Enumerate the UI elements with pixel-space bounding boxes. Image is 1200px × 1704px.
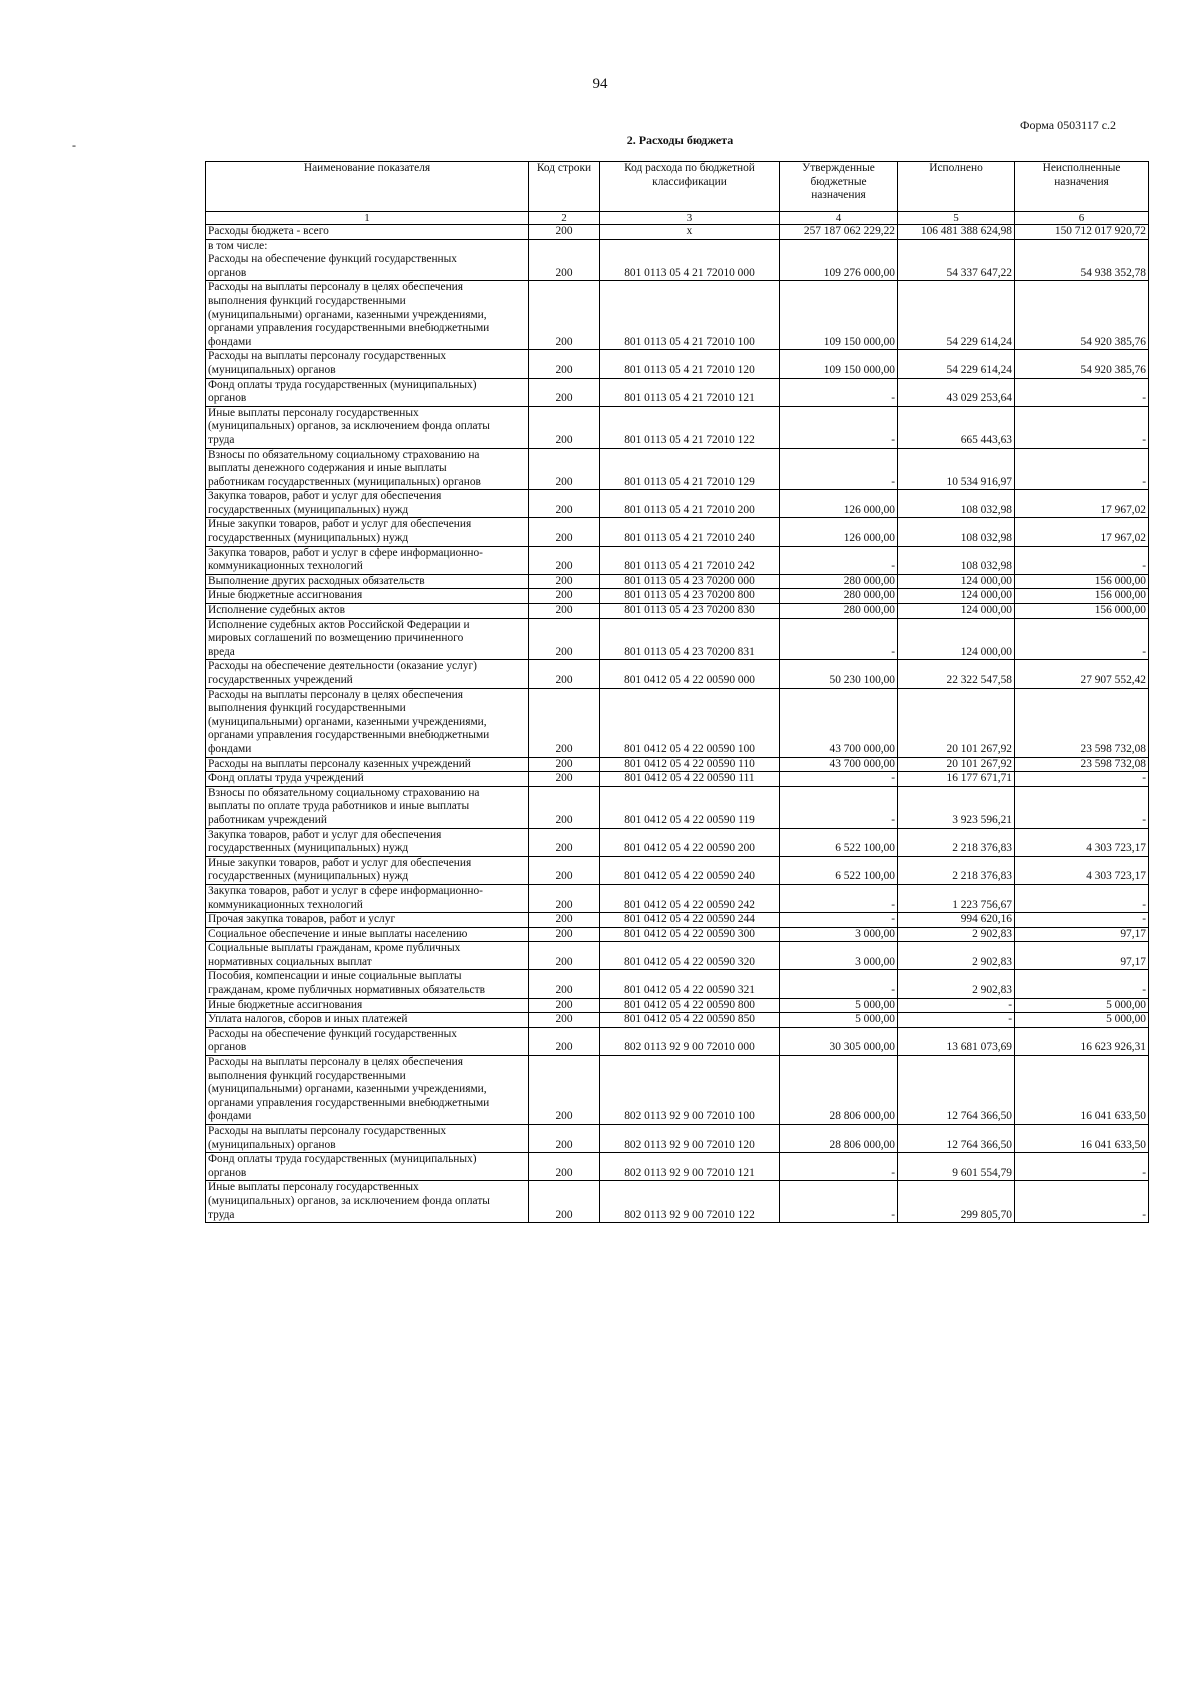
table-row xyxy=(206,574,1149,589)
row-name: Иные закупки товаров, работ и услуг для обеспечения государственных (муниципальных) нужд xyxy=(206,518,529,546)
row-executed: 12 764 366,50 xyxy=(898,1056,1015,1125)
row-name: в том числе: Расходы на обеспечение функций государственных органов xyxy=(206,239,529,281)
row-line-code: 200 xyxy=(529,589,600,604)
row-approved: - xyxy=(780,884,898,912)
row-unexecuted: 54 938 352,78 xyxy=(1015,239,1149,281)
table-row xyxy=(206,490,1149,518)
column-number: 1 xyxy=(206,212,529,225)
row-executed: 20 101 267,92 xyxy=(898,688,1015,757)
row-budget-code: 801 0113 05 4 21 72010 122 xyxy=(600,406,780,448)
row-approved: 280 000,00 xyxy=(780,604,898,619)
table-row xyxy=(206,1013,1149,1028)
row-name: Социальное обеспечение и иные выплаты населению xyxy=(206,927,529,942)
row-line-code: 200 xyxy=(529,786,600,828)
row-budget-code: 801 0113 05 4 23 70200 800 xyxy=(600,589,780,604)
row-approved: 3 000,00 xyxy=(780,942,898,970)
row-approved: 257 187 062 229,22 xyxy=(780,225,898,240)
row-line-code: 200 xyxy=(529,239,600,281)
row-unexecuted: - xyxy=(1015,546,1149,574)
row-budget-code: 801 0113 05 4 21 72010 000 xyxy=(600,239,780,281)
row-budget-code: 801 0113 05 4 23 70200 000 xyxy=(600,574,780,589)
row-budget-code: 802 0113 92 9 00 72010 121 xyxy=(600,1153,780,1181)
row-line-code: 200 xyxy=(529,970,600,998)
section-title: 2. Расходы бюджета xyxy=(626,133,734,147)
row-line-code: 200 xyxy=(529,618,600,660)
row-name: Закупка товаров, работ и услуг в сфере информационно- коммуникационных технологий xyxy=(206,884,529,912)
row-approved: 50 230 100,00 xyxy=(780,660,898,688)
row-name: Расходы на выплаты персоналу в целях обеспечения выполнения функций государственными (муниципальными) органами, казенными учреждениями, органами управления государственными внебюджетными фондами xyxy=(206,281,529,350)
table-row xyxy=(206,970,1149,998)
row-line-code: 200 xyxy=(529,448,600,490)
row-unexecuted: - xyxy=(1015,913,1149,928)
row-executed: 9 601 554,79 xyxy=(898,1153,1015,1181)
row-name: Социальные выплаты гражданам, кроме публичных нормативных социальных выплат xyxy=(206,942,529,970)
table-row xyxy=(206,757,1149,772)
table-row xyxy=(206,518,1149,546)
row-unexecuted: 16 623 926,31 xyxy=(1015,1027,1149,1055)
row-approved: 5 000,00 xyxy=(780,1013,898,1028)
row-unexecuted: 97,17 xyxy=(1015,942,1149,970)
column-header-line-code: Код строки xyxy=(529,162,600,212)
table-body xyxy=(206,225,1149,1223)
row-executed: 54 337 647,22 xyxy=(898,239,1015,281)
row-budget-code: 802 0113 92 9 00 72010 120 xyxy=(600,1125,780,1153)
row-budget-code: 801 0412 05 4 22 00590 100 xyxy=(600,688,780,757)
row-line-code: 200 xyxy=(529,378,600,406)
row-name: Фонд оплаты труда государственных (муниципальных) органов xyxy=(206,1153,529,1181)
row-line-code: 200 xyxy=(529,757,600,772)
row-executed: 43 029 253,64 xyxy=(898,378,1015,406)
row-line-code: 200 xyxy=(529,688,600,757)
row-line-code: 200 xyxy=(529,350,600,378)
row-approved: 109 150 000,00 xyxy=(780,350,898,378)
row-unexecuted: 17 967,02 xyxy=(1015,518,1149,546)
row-executed: 665 443,63 xyxy=(898,406,1015,448)
row-unexecuted: 16 041 633,50 xyxy=(1015,1056,1149,1125)
row-line-code: 200 xyxy=(529,1027,600,1055)
row-budget-code: 801 0412 05 4 22 00590 111 xyxy=(600,772,780,787)
table-row xyxy=(206,1056,1149,1125)
row-executed: 994 620,16 xyxy=(898,913,1015,928)
row-unexecuted: - xyxy=(1015,1153,1149,1181)
row-budget-code: 802 0113 92 9 00 72010 000 xyxy=(600,1027,780,1055)
column-header-executed: Исполнено xyxy=(898,162,1015,212)
row-name: Иные бюджетные ассигнования xyxy=(206,589,529,604)
row-name: Уплата налогов, сборов и иных платежей xyxy=(206,1013,529,1028)
table-row xyxy=(206,546,1149,574)
row-executed: 54 229 614,24 xyxy=(898,350,1015,378)
row-executed: 124 000,00 xyxy=(898,574,1015,589)
table-row xyxy=(206,1027,1149,1055)
row-unexecuted: 17 967,02 xyxy=(1015,490,1149,518)
row-name: Взносы по обязательному социальному страхованию на выплаты по оплате труда работников и иные выплаты работникам учреждений xyxy=(206,786,529,828)
row-approved: - xyxy=(780,546,898,574)
row-line-code: 200 xyxy=(529,998,600,1013)
row-budget-code: 801 0113 05 4 21 72010 100 xyxy=(600,281,780,350)
row-approved: - xyxy=(780,786,898,828)
table-row xyxy=(206,884,1149,912)
row-approved: 280 000,00 xyxy=(780,574,898,589)
row-executed: - xyxy=(898,998,1015,1013)
row-budget-code: 801 0113 05 4 21 72010 242 xyxy=(600,546,780,574)
row-name: Расходы на выплаты персоналу в целях обеспечения выполнения функций государственными (муниципальными) органами, казенными учреждениями, органами управления государственными внебюджетными фондами xyxy=(206,688,529,757)
row-executed: 299 805,70 xyxy=(898,1181,1015,1223)
column-number: 4 xyxy=(780,212,898,225)
row-line-code: 200 xyxy=(529,1056,600,1125)
row-line-code: 200 xyxy=(529,942,600,970)
row-line-code: 200 xyxy=(529,1125,600,1153)
row-executed: 108 032,98 xyxy=(898,490,1015,518)
row-approved: - xyxy=(780,378,898,406)
row-unexecuted: 16 041 633,50 xyxy=(1015,1125,1149,1153)
row-budget-code: 801 0412 05 4 22 00590 850 xyxy=(600,1013,780,1028)
row-executed: 108 032,98 xyxy=(898,546,1015,574)
row-budget-code: 801 0412 05 4 22 00590 244 xyxy=(600,913,780,928)
row-approved: - xyxy=(780,913,898,928)
column-number: 6 xyxy=(1015,212,1149,225)
row-unexecuted: - xyxy=(1015,618,1149,660)
row-approved: 43 700 000,00 xyxy=(780,757,898,772)
row-approved: 43 700 000,00 xyxy=(780,688,898,757)
row-line-code: 200 xyxy=(529,546,600,574)
row-executed: - xyxy=(898,1013,1015,1028)
row-executed: 124 000,00 xyxy=(898,589,1015,604)
row-budget-code: 801 0412 05 4 22 00590 110 xyxy=(600,757,780,772)
row-approved: - xyxy=(780,1181,898,1223)
row-executed: 1 223 756,67 xyxy=(898,884,1015,912)
table-row xyxy=(206,448,1149,490)
table-header-row xyxy=(206,162,1149,212)
table-row xyxy=(206,660,1149,688)
row-line-code: 200 xyxy=(529,828,600,856)
row-unexecuted: - xyxy=(1015,1181,1149,1223)
row-line-code: 200 xyxy=(529,406,600,448)
row-executed: 2 902,83 xyxy=(898,927,1015,942)
row-line-code: 200 xyxy=(529,1013,600,1028)
row-approved: - xyxy=(780,618,898,660)
row-name: Расходы на выплаты персоналу государственных (муниципальных) органов xyxy=(206,350,529,378)
row-approved: - xyxy=(780,406,898,448)
row-budget-code: 801 0412 05 4 22 00590 300 xyxy=(600,927,780,942)
row-name: Иные закупки товаров, работ и услуг для обеспечения государственных (муниципальных) нужд xyxy=(206,856,529,884)
row-budget-code: 801 0412 05 4 22 00590 321 xyxy=(600,970,780,998)
table-row xyxy=(206,828,1149,856)
table-row xyxy=(206,913,1149,928)
row-name: Расходы бюджета - всего xyxy=(206,225,529,240)
table-row xyxy=(206,772,1149,787)
row-executed: 2 218 376,83 xyxy=(898,856,1015,884)
row-name: Закупка товаров, работ и услуг в сфере информационно- коммуникационных технологий xyxy=(206,546,529,574)
row-budget-code: 801 0412 05 4 22 00590 320 xyxy=(600,942,780,970)
row-budget-code: 801 0412 05 4 22 00590 119 xyxy=(600,786,780,828)
row-name: Фонд оплаты труда учреждений xyxy=(206,772,529,787)
column-header-unexecuted: Неисполненные назначения xyxy=(1015,162,1149,212)
row-executed: 20 101 267,92 xyxy=(898,757,1015,772)
budget-expenses-table xyxy=(205,161,1149,1223)
row-name: Выполнение других расходных обязательств xyxy=(206,574,529,589)
row-unexecuted: 54 920 385,76 xyxy=(1015,281,1149,350)
row-name: Закупка товаров, работ и услуг для обеспечения государственных (муниципальных) нужд xyxy=(206,828,529,856)
row-name: Расходы на обеспечение деятельности (оказание услуг) государственных учреждений xyxy=(206,660,529,688)
column-header-name: Наименование показателя xyxy=(206,162,529,212)
row-executed: 106 481 388 624,98 xyxy=(898,225,1015,240)
table-row xyxy=(206,378,1149,406)
row-name: Закупка товаров, работ и услуг для обеспечения государственных (муниципальных) нужд xyxy=(206,490,529,518)
row-unexecuted: - xyxy=(1015,884,1149,912)
row-unexecuted: - xyxy=(1015,406,1149,448)
row-line-code: 200 xyxy=(529,518,600,546)
row-approved: - xyxy=(780,1153,898,1181)
row-budget-code: 801 0113 05 4 21 72010 240 xyxy=(600,518,780,546)
row-budget-code: x xyxy=(600,225,780,240)
row-unexecuted: - xyxy=(1015,378,1149,406)
row-executed: 13 681 073,69 xyxy=(898,1027,1015,1055)
row-executed: 124 000,00 xyxy=(898,618,1015,660)
row-executed: 2 902,83 xyxy=(898,942,1015,970)
row-name: Иные выплаты персоналу государственных (муниципальных) органов, за исключением фонда оплаты труда xyxy=(206,406,529,448)
row-approved: - xyxy=(780,970,898,998)
row-line-code: 200 xyxy=(529,281,600,350)
column-header-approved: Утвержденные бюджетные назначения xyxy=(780,162,898,212)
row-executed: 3 923 596,21 xyxy=(898,786,1015,828)
row-name: Пособия, компенсации и иные социальные выплаты гражданам, кроме публичных нормативных обязательств xyxy=(206,970,529,998)
row-line-code: 200 xyxy=(529,604,600,619)
row-name: Фонд оплаты труда государственных (муниципальных) органов xyxy=(206,378,529,406)
row-executed: 108 032,98 xyxy=(898,518,1015,546)
row-executed: 2 902,83 xyxy=(898,970,1015,998)
row-budget-code: 801 0113 05 4 21 72010 120 xyxy=(600,350,780,378)
row-line-code: 200 xyxy=(529,574,600,589)
row-unexecuted: 23 598 732,08 xyxy=(1015,757,1149,772)
table-row xyxy=(206,406,1149,448)
column-number: 2 xyxy=(529,212,600,225)
row-name: Расходы на выплаты персоналу казенных учреждений xyxy=(206,757,529,772)
row-budget-code: 801 0113 05 4 21 72010 200 xyxy=(600,490,780,518)
form-code: Форма 0503117 с.2 xyxy=(1020,118,1117,132)
row-approved: 3 000,00 xyxy=(780,927,898,942)
row-name: Расходы на выплаты персоналу в целях обеспечения выполнения функций государственными (муниципальными) органами, казенными учреждениями, органами управления государственными внебюджетными фондами xyxy=(206,1056,529,1125)
table-row xyxy=(206,1125,1149,1153)
row-approved: 6 522 100,00 xyxy=(780,828,898,856)
column-number: 5 xyxy=(898,212,1015,225)
row-budget-code: 801 0412 05 4 22 00590 000 xyxy=(600,660,780,688)
table-row xyxy=(206,786,1149,828)
row-name: Иные выплаты персоналу государственных (муниципальных) органов, за исключением фонда оплаты труда xyxy=(206,1181,529,1223)
row-unexecuted: - xyxy=(1015,448,1149,490)
row-unexecuted: 5 000,00 xyxy=(1015,1013,1149,1028)
table-row xyxy=(206,927,1149,942)
row-budget-code: 802 0113 92 9 00 72010 122 xyxy=(600,1181,780,1223)
row-unexecuted: 150 712 017 920,72 xyxy=(1015,225,1149,240)
row-line-code: 200 xyxy=(529,913,600,928)
row-name: Исполнение судебных актов Российской Федерации и мировых соглашений по возмещению причиненного вреда xyxy=(206,618,529,660)
column-number: 3 xyxy=(600,212,780,225)
row-executed: 2 218 376,83 xyxy=(898,828,1015,856)
row-budget-code: 801 0113 05 4 23 70200 830 xyxy=(600,604,780,619)
row-unexecuted: 4 303 723,17 xyxy=(1015,828,1149,856)
row-name: Иные бюджетные ассигнования xyxy=(206,998,529,1013)
row-budget-code: 801 0113 05 4 21 72010 129 xyxy=(600,448,780,490)
row-unexecuted: 156 000,00 xyxy=(1015,589,1149,604)
row-approved: 28 806 000,00 xyxy=(780,1056,898,1125)
row-executed: 54 229 614,24 xyxy=(898,281,1015,350)
row-unexecuted: 4 303 723,17 xyxy=(1015,856,1149,884)
row-executed: 22 322 547,58 xyxy=(898,660,1015,688)
row-approved: 28 806 000,00 xyxy=(780,1125,898,1153)
row-budget-code: 801 0412 05 4 22 00590 240 xyxy=(600,856,780,884)
row-executed: 16 177 671,71 xyxy=(898,772,1015,787)
row-name: Прочая закупка товаров, работ и услуг xyxy=(206,913,529,928)
column-header-budget-code: Код расхода по бюджетной классификации xyxy=(600,162,780,212)
row-unexecuted: 5 000,00 xyxy=(1015,998,1149,1013)
table-row xyxy=(206,618,1149,660)
row-line-code: 200 xyxy=(529,856,600,884)
row-unexecuted: - xyxy=(1015,786,1149,828)
row-line-code: 200 xyxy=(529,1153,600,1181)
table-row xyxy=(206,604,1149,619)
row-unexecuted: - xyxy=(1015,772,1149,787)
row-unexecuted: 156 000,00 xyxy=(1015,574,1149,589)
table-row xyxy=(206,1181,1149,1223)
row-budget-code: 801 0113 05 4 21 72010 121 xyxy=(600,378,780,406)
table-row xyxy=(206,225,1149,240)
row-unexecuted: - xyxy=(1015,970,1149,998)
page-number: 94 xyxy=(592,76,608,92)
row-unexecuted: 54 920 385,76 xyxy=(1015,350,1149,378)
row-name: Взносы по обязательному социальному страхованию на выплаты денежного содержания и иные выплаты работникам государственных (муниципальных) органов xyxy=(206,448,529,490)
row-approved: 126 000,00 xyxy=(780,490,898,518)
row-unexecuted: 23 598 732,08 xyxy=(1015,688,1149,757)
row-approved: 5 000,00 xyxy=(780,998,898,1013)
table-row xyxy=(206,856,1149,884)
row-approved: 30 305 000,00 xyxy=(780,1027,898,1055)
row-name: Исполнение судебных актов xyxy=(206,604,529,619)
row-approved: 126 000,00 xyxy=(780,518,898,546)
row-line-code: 200 xyxy=(529,927,600,942)
row-line-code: 200 xyxy=(529,884,600,912)
row-executed: 124 000,00 xyxy=(898,604,1015,619)
row-budget-code: 801 0412 05 4 22 00590 242 xyxy=(600,884,780,912)
table-row xyxy=(206,998,1149,1013)
row-line-code: 200 xyxy=(529,1181,600,1223)
row-approved: - xyxy=(780,772,898,787)
row-approved: - xyxy=(780,448,898,490)
table-row xyxy=(206,589,1149,604)
row-executed: 10 534 916,97 xyxy=(898,448,1015,490)
column-number-row xyxy=(206,212,1149,225)
row-unexecuted: 156 000,00 xyxy=(1015,604,1149,619)
row-line-code: 200 xyxy=(529,772,600,787)
row-line-code: 200 xyxy=(529,660,600,688)
row-line-code: 200 xyxy=(529,225,600,240)
row-approved: 6 522 100,00 xyxy=(780,856,898,884)
row-approved: 109 150 000,00 xyxy=(780,281,898,350)
row-unexecuted: 97,17 xyxy=(1015,927,1149,942)
row-name: Расходы на обеспечение функций государственных органов xyxy=(206,1027,529,1055)
table-row xyxy=(206,350,1149,378)
row-name: Расходы на выплаты персоналу государственных (муниципальных) органов xyxy=(206,1125,529,1153)
row-budget-code: 801 0113 05 4 23 70200 831 xyxy=(600,618,780,660)
row-budget-code: 801 0412 05 4 22 00590 200 xyxy=(600,828,780,856)
row-budget-code: 802 0113 92 9 00 72010 100 xyxy=(600,1056,780,1125)
table-row xyxy=(206,942,1149,970)
row-line-code: 200 xyxy=(529,490,600,518)
stray-mark: - xyxy=(72,138,76,152)
table-row xyxy=(206,688,1149,757)
table-row xyxy=(206,239,1149,281)
table-row xyxy=(206,281,1149,350)
row-budget-code: 801 0412 05 4 22 00590 800 xyxy=(600,998,780,1013)
row-unexecuted: 27 907 552,42 xyxy=(1015,660,1149,688)
row-executed: 12 764 366,50 xyxy=(898,1125,1015,1153)
row-approved: 109 276 000,00 xyxy=(780,239,898,281)
row-approved: 280 000,00 xyxy=(780,589,898,604)
table-row xyxy=(206,1153,1149,1181)
